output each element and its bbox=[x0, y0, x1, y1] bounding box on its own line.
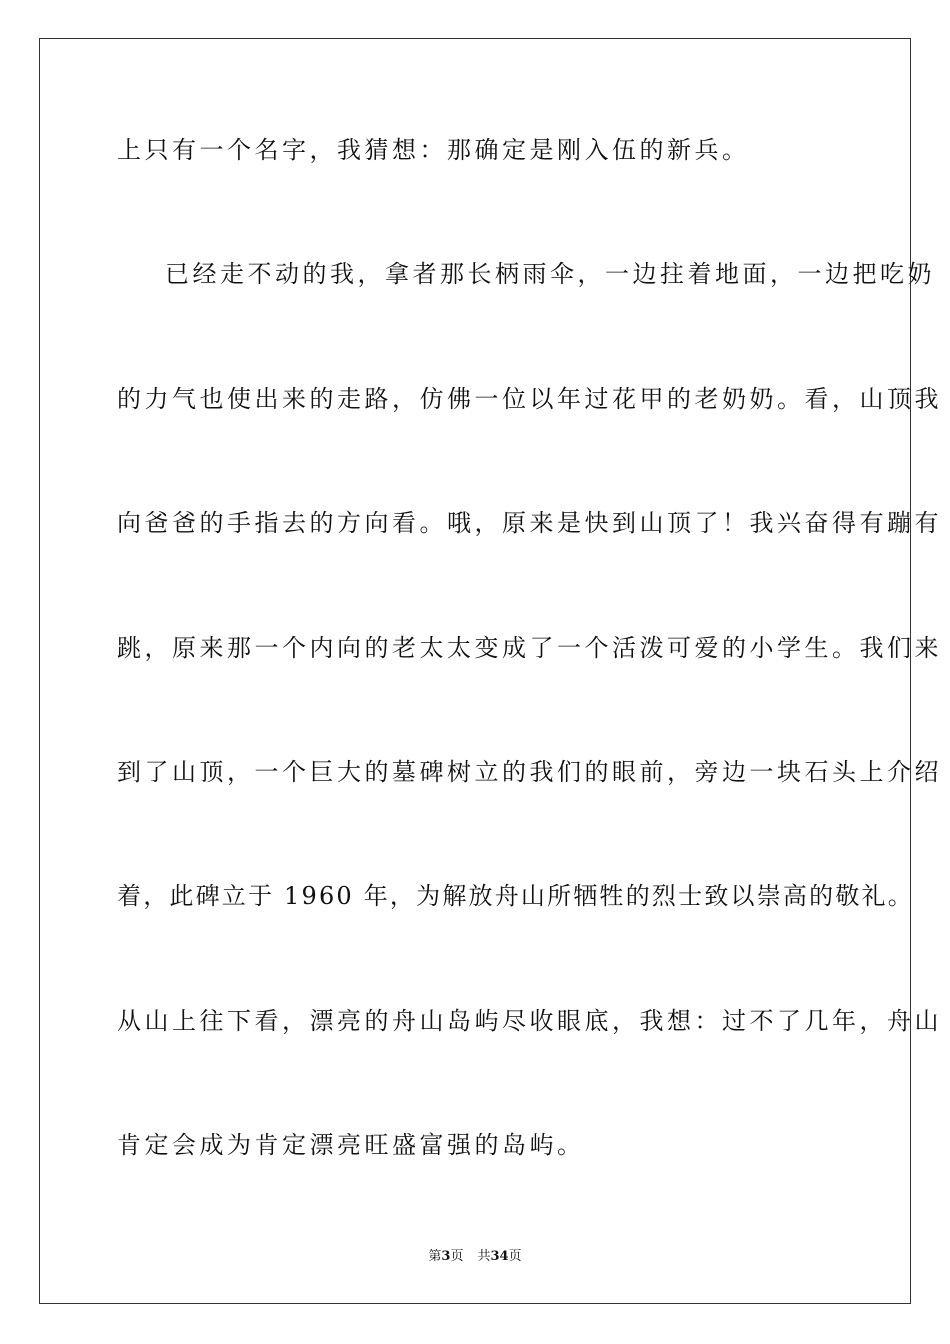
text-line-8: 从山上往下看，漂亮的舟山岛屿尽收眼底，我想：过不了几年，舟山 bbox=[117, 1007, 942, 1035]
page-prefix: 第 bbox=[428, 1249, 442, 1264]
text-line-9: 肯定会成为肯定漂亮旺盛富强的岛屿。 bbox=[117, 1131, 585, 1159]
text-line-2: 已经走不动的我，拿者那长柄雨伞，一边拄着地面，一边把吃奶 bbox=[165, 260, 935, 288]
text-line-6: 到了山顶，一个巨大的墓碑树立的我们的眼前，旁边一块石头上介绍 bbox=[117, 758, 942, 786]
total-prefix: 共 bbox=[477, 1249, 491, 1264]
total-pages: 34 bbox=[490, 1249, 509, 1264]
page-footer bbox=[0, 1248, 950, 1266]
page-border bbox=[39, 38, 942, 1304]
text-line-3: 的力气也使出来的走路，仿佛一位以年过花甲的老奶奶。看，山顶我 bbox=[117, 385, 942, 413]
text-line-4: 向爸爸的手指去的方向看。哦，原来是快到山顶了！我兴奋得有蹦有 bbox=[117, 509, 942, 537]
text-line-7: 着，此碑立于 1960 年，为解放舟山所牺牲的烈士致以崇高的敬礼。 bbox=[117, 882, 914, 910]
total-suffix: 页 bbox=[508, 1249, 522, 1264]
page-number: 3 bbox=[441, 1249, 451, 1264]
text-line-1: 上只有一个名字，我猜想：那确定是刚入伍的新兵。 bbox=[117, 136, 750, 164]
text-line-5: 跳，原来那一个内向的老太太变成了一个活泼可爱的小学生。我们来 bbox=[117, 634, 942, 662]
page-suffix: 页 bbox=[450, 1249, 464, 1264]
